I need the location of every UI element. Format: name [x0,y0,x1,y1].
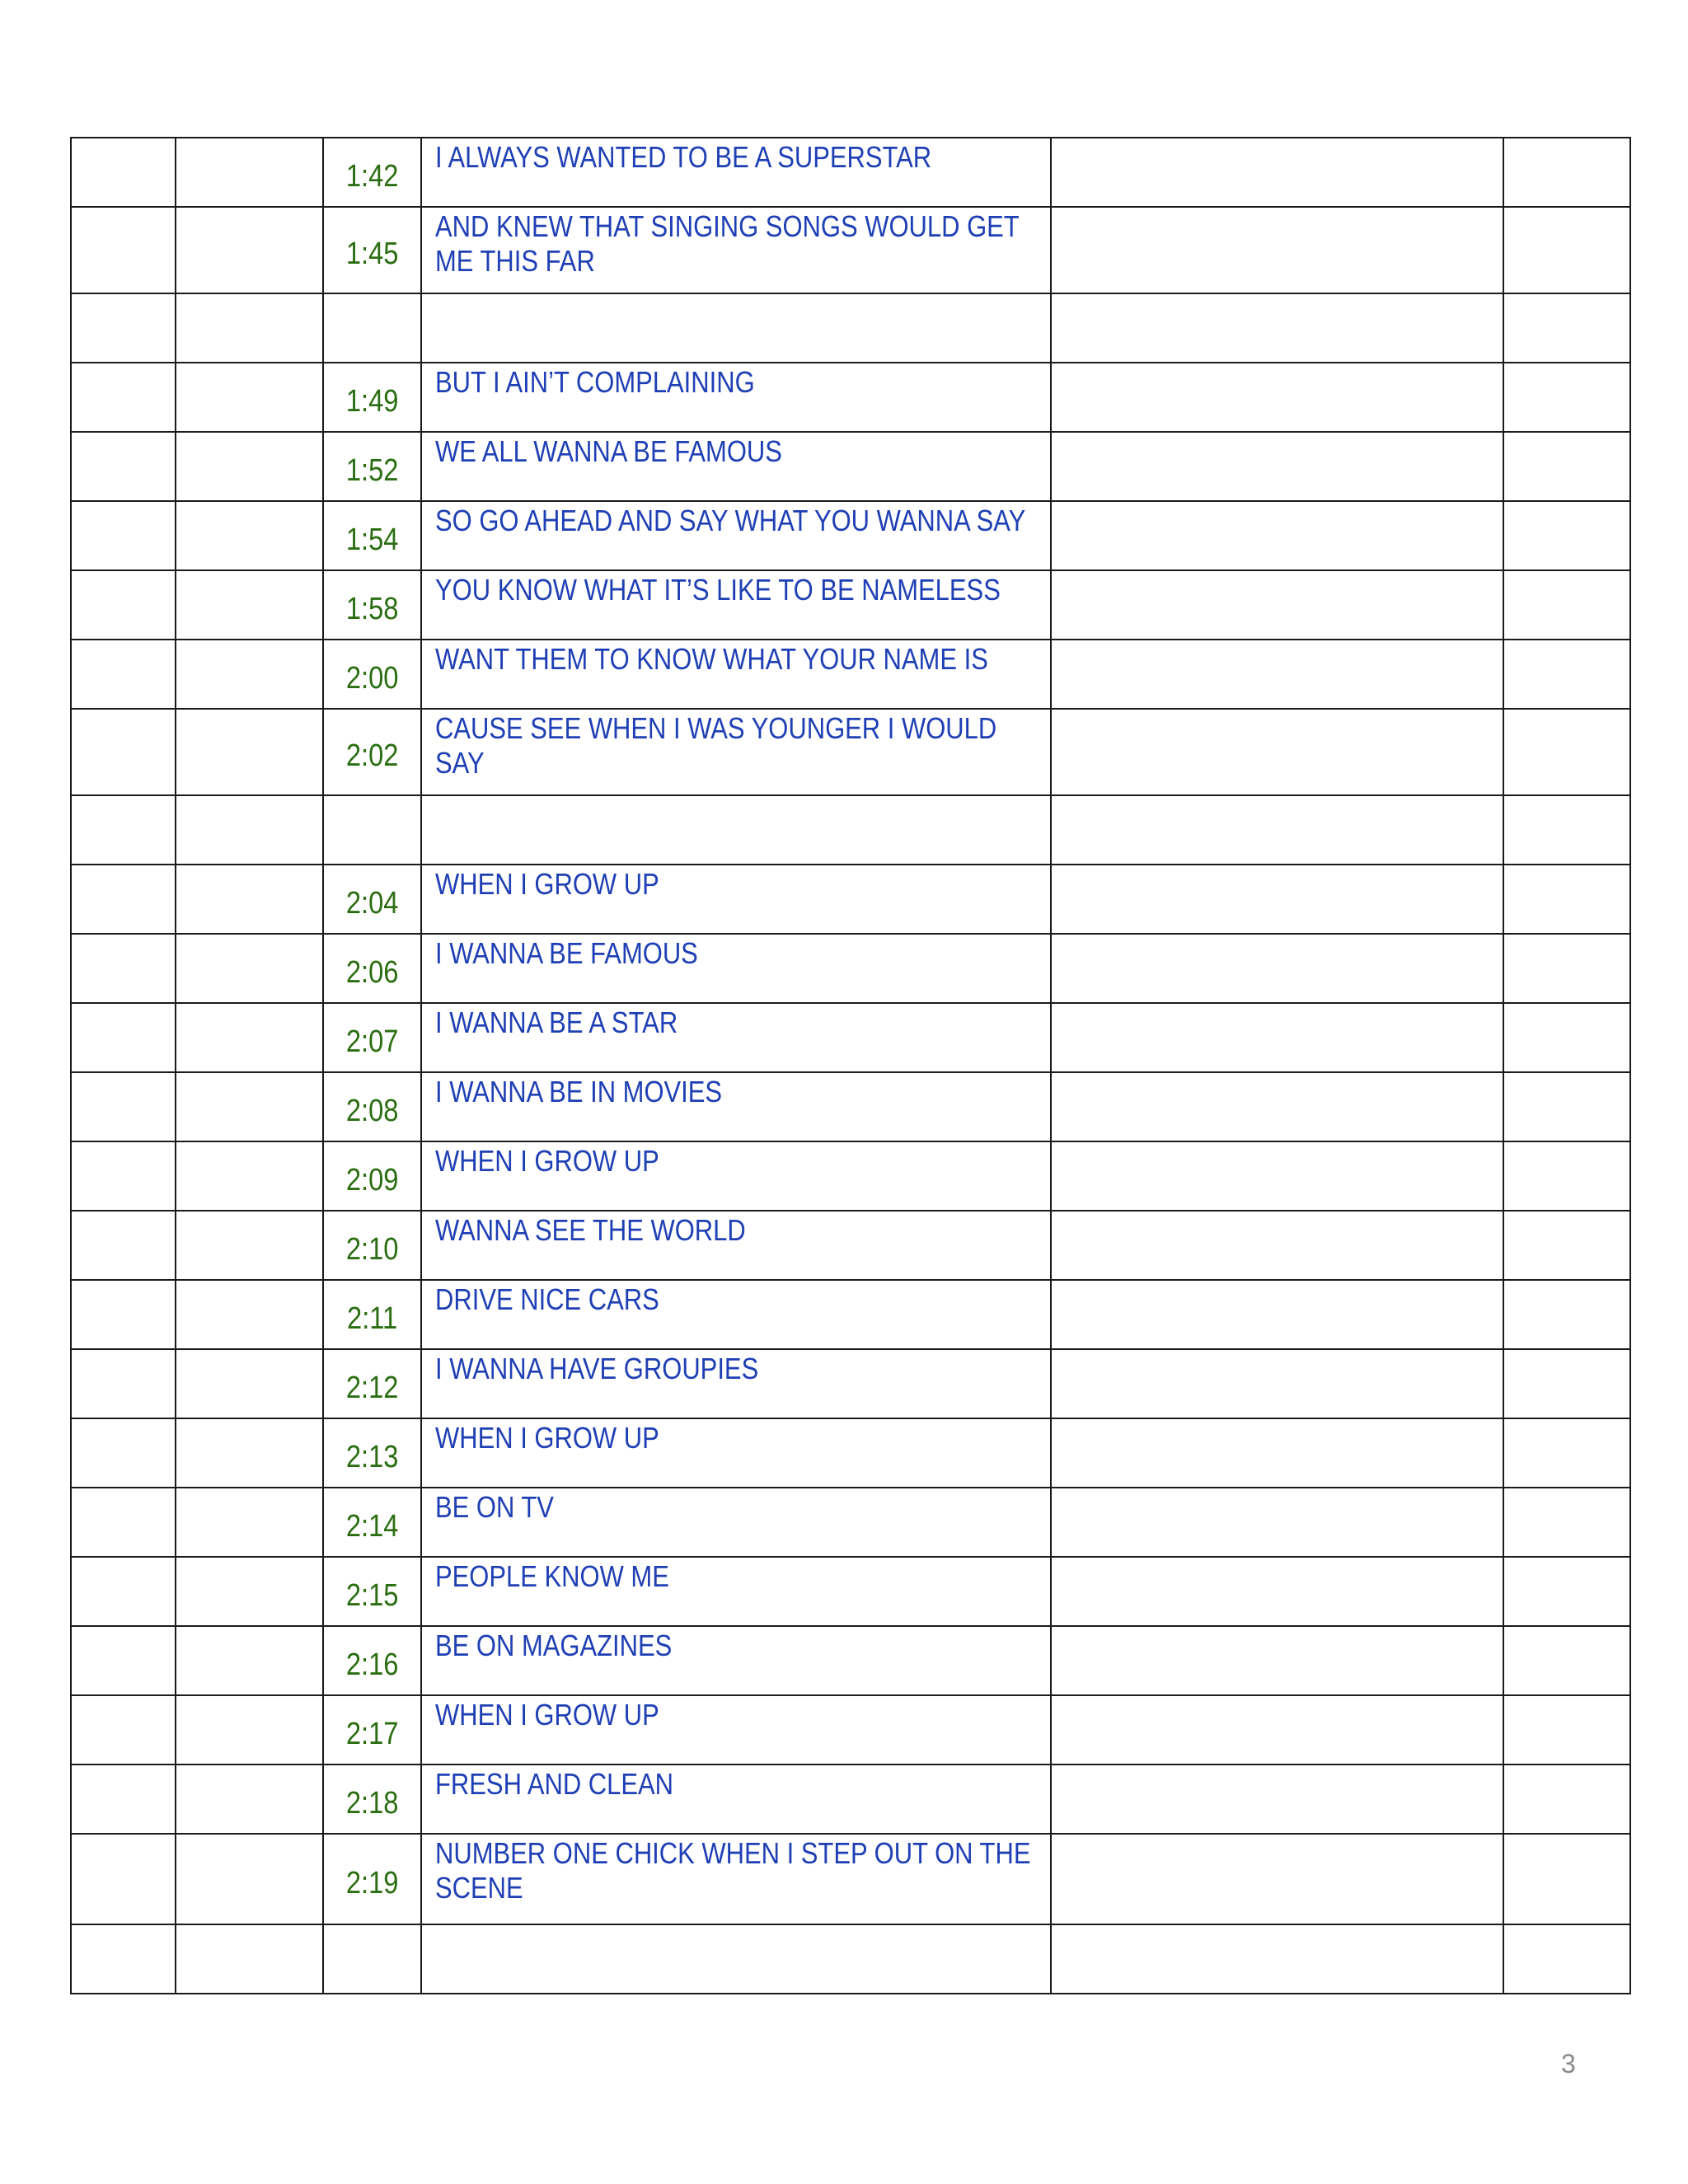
table-row [71,1349,1630,1418]
timestamp [331,1955,414,1963]
lyric-line: NUMBER ONE CHICK WHEN I STEP OUT ON THE SCENE [434,1836,1031,1905]
empty-cell [71,1834,176,1924]
empty-cell [176,709,322,795]
lyric-line: I ALWAYS WANTED TO BE A SUPERSTAR [434,140,932,174]
lyric-line: WANNA SEE THE WORLD [434,1213,746,1247]
lyric-cell [421,1141,1051,1211]
empty-cell [1051,1695,1503,1765]
empty-cell [176,1557,322,1626]
lyric-cell [421,1626,1051,1695]
empty-cell [1503,795,1630,865]
empty-cell [1503,1280,1630,1349]
table-row [71,1418,1630,1488]
empty-cell [1503,1141,1630,1211]
timestamp-cell [323,570,421,640]
empty-cell [1503,1003,1630,1072]
timestamp: 2:14 [345,1508,399,1544]
timestamp-cell [323,1349,421,1418]
lyric-line: DRIVE NICE CARS [434,1282,659,1316]
empty-cell [71,293,176,363]
timestamp-cell [323,1488,421,1557]
timestamp-cell [323,138,421,207]
table-row [71,1072,1630,1141]
lyric-line: WANT THEM TO KNOW WHAT YOUR NAME IS [434,642,988,676]
empty-cell [1051,501,1503,570]
empty-cell [176,1488,322,1557]
empty-cell [1503,1072,1630,1141]
table-row [71,1557,1630,1626]
empty-cell [1051,1924,1503,1994]
empty-cell [1051,1003,1503,1072]
timestamp-cell [323,363,421,432]
empty-cell [1503,640,1630,709]
table-row [71,1834,1630,1924]
lyric-line: WHEN I GROW UP [434,867,659,901]
lyric-cell [421,709,1051,795]
empty-cell [71,1765,176,1834]
empty-cell [1503,1695,1630,1765]
timestamp: 1:54 [345,522,399,557]
empty-cell [71,934,176,1003]
empty-cell [1051,1141,1503,1211]
timestamp: 2:19 [345,1865,399,1900]
empty-cell [1051,1626,1503,1695]
timestamp: 2:12 [345,1370,399,1405]
empty-cell [71,138,176,207]
empty-cell [71,1141,176,1211]
empty-cell [176,640,322,709]
lyric-line: FRESH AND CLEAN [434,1767,673,1801]
lyric-cell [421,1003,1051,1072]
empty-cell [176,501,322,570]
lyric-cell [421,795,1051,865]
timestamp: 2:16 [345,1647,399,1682]
empty-cell [1051,570,1503,640]
empty-cell [176,1072,322,1141]
empty-cell [1051,1834,1503,1924]
timestamp: 1:49 [345,383,399,419]
empty-cell [1051,363,1503,432]
timestamp: 1:58 [345,591,399,626]
empty-cell [1503,934,1630,1003]
timestamp-cell [323,1695,421,1765]
empty-cell [1503,1557,1630,1626]
empty-cell [71,1003,176,1072]
table-row [71,432,1630,501]
lyric-line: CAUSE SEE WHEN I WAS YOUNGER I WOULD SAY [434,711,997,780]
empty-cell [1051,1349,1503,1418]
lyric-line: I WANNA BE IN MOVIES [434,1075,722,1108]
empty-cell [1503,1626,1630,1695]
empty-cell [176,432,322,501]
timestamp-cell [323,709,421,795]
empty-cell [176,363,322,432]
empty-cell [71,1488,176,1557]
table-row [71,709,1630,795]
timestamp: 1:42 [345,158,399,194]
empty-cell [176,138,322,207]
empty-cell [71,1924,176,1994]
lyric-line: I WANNA HAVE GROUPIES [434,1352,759,1385]
timestamp-cell [323,1834,421,1924]
timestamp: 2:08 [345,1093,399,1128]
timestamp [331,826,414,834]
empty-cell [1503,138,1630,207]
empty-cell [71,501,176,570]
empty-cell [1051,795,1503,865]
lyric-cell [421,1557,1051,1626]
lyric-cell [421,1349,1051,1418]
empty-cell [71,1072,176,1141]
empty-cell [1051,709,1503,795]
empty-cell [1051,934,1503,1003]
empty-cell [71,709,176,795]
timestamp-cell [323,432,421,501]
empty-cell [71,865,176,934]
empty-cell [1503,1765,1630,1834]
lyric-cell [421,1072,1051,1141]
empty-cell [176,1280,322,1349]
table-row [71,865,1630,934]
empty-cell [1503,432,1630,501]
empty-cell [1503,709,1630,795]
empty-cell [71,1349,176,1418]
table-row [71,207,1630,293]
lyric-line: I WANNA BE A STAR [434,1005,678,1039]
empty-cell [1051,1765,1503,1834]
lyric-line: WE ALL WANNA BE FAMOUS [434,434,782,468]
table-row [71,1280,1630,1349]
timestamp-cell [323,293,421,363]
timestamp: 2:04 [345,885,399,921]
lyric-line: BE ON TV [434,1490,554,1524]
empty-cell [71,1280,176,1349]
lyric-line: WHEN I GROW UP [434,1421,659,1455]
lyric-line: AND KNEW THAT SINGING SONGS WOULD GET ME THIS FAR [434,209,1020,278]
table-row [71,501,1630,570]
empty-cell [176,570,322,640]
table-row [71,1626,1630,1695]
empty-cell [71,1211,176,1280]
timestamp-cell [323,1418,421,1488]
empty-cell [1051,1557,1503,1626]
empty-cell [1503,1834,1630,1924]
empty-cell [71,640,176,709]
empty-cell [1051,1280,1503,1349]
table-row [71,1488,1630,1557]
empty-cell [1503,1488,1630,1557]
timestamp-cell [323,865,421,934]
empty-cell [176,1626,322,1695]
table-row [71,1695,1630,1765]
timestamp-cell [323,1557,421,1626]
timestamp-cell [323,1141,421,1211]
lyric-line: PEOPLE KNOW ME [434,1559,669,1593]
timestamp-cell [323,795,421,865]
empty-cell [176,293,322,363]
lyric-line: BE ON MAGAZINES [434,1629,673,1662]
lyric-cell [421,363,1051,432]
lyric-line: BUT I AIN’T COMPLAINING [434,365,755,399]
timestamp: 1:52 [345,452,399,488]
table-row [71,1924,1630,1994]
empty-cell [1051,1418,1503,1488]
timestamp: 2:02 [345,738,399,773]
empty-cell [1503,501,1630,570]
empty-cell [176,1924,322,1994]
lyric-cell [421,293,1051,363]
lyrics-table [70,137,1631,1994]
empty-cell [71,1695,176,1765]
lyric-cell [421,865,1051,934]
empty-cell [176,1834,322,1924]
lyric-cell [421,432,1051,501]
empty-cell [71,207,176,293]
lyric-cell [421,138,1051,207]
empty-cell [176,865,322,934]
timestamp: 2:13 [345,1439,399,1474]
table-row [71,1765,1630,1834]
lyric-cell [421,1765,1051,1834]
empty-cell [176,795,322,865]
lyric-cell [421,1488,1051,1557]
timestamp-cell [323,1765,421,1834]
empty-cell [1503,570,1630,640]
table-row [71,1141,1630,1211]
timestamp-cell [323,934,421,1003]
empty-cell [71,1418,176,1488]
table-row [71,1211,1630,1280]
table-row [71,934,1630,1003]
lyric-cell [421,1695,1051,1765]
empty-cell [1051,1072,1503,1141]
empty-cell [176,1211,322,1280]
empty-cell [1503,207,1630,293]
empty-cell [1051,640,1503,709]
timestamp-cell [323,1626,421,1695]
lyric-cell [421,640,1051,709]
empty-cell [1051,1211,1503,1280]
table-row [71,640,1630,709]
timestamp: 2:09 [345,1162,399,1197]
empty-cell [71,1626,176,1695]
lyric-line: I WANNA BE FAMOUS [434,936,698,970]
empty-cell [176,1349,322,1418]
empty-cell [71,432,176,501]
timestamp-cell [323,1211,421,1280]
empty-cell [1051,1488,1503,1557]
empty-cell [71,1557,176,1626]
lyric-cell [421,1211,1051,1280]
empty-cell [71,570,176,640]
empty-cell [1503,1924,1630,1994]
timestamp-cell [323,1280,421,1349]
empty-cell [1503,865,1630,934]
lyric-cell [421,1834,1051,1924]
empty-cell [1051,138,1503,207]
lyric-line: WHEN I GROW UP [434,1698,659,1732]
timestamp: 2:18 [345,1785,399,1821]
empty-cell [1051,865,1503,934]
timestamp-cell [323,640,421,709]
timestamp: 2:11 [346,1301,397,1336]
timestamp-cell [323,1924,421,1994]
table-body [71,138,1630,1994]
lyric-line: WHEN I GROW UP [434,1144,659,1178]
timestamp: 1:45 [345,237,399,271]
lyric-cell [421,570,1051,640]
table-row [71,293,1630,363]
empty-cell [1503,1418,1630,1488]
lyric-cell [421,1924,1051,1994]
table-row [71,363,1630,432]
empty-cell [176,934,322,1003]
lyric-cell [421,501,1051,570]
empty-cell [71,795,176,865]
table-row [71,138,1630,207]
page-number: 3 [1561,2049,1576,2079]
empty-cell [176,207,322,293]
lyric-line: SO GO AHEAD AND SAY WHAT YOU WANNA SAY [434,504,1026,537]
lyric-cell [421,1418,1051,1488]
timestamp: 2:07 [345,1024,399,1059]
timestamp: 2:00 [345,660,399,696]
table-row [71,570,1630,640]
empty-cell [176,1003,322,1072]
empty-cell [1503,293,1630,363]
lyric-line: YOU KNOW WHAT IT’S LIKE TO BE NAMELESS [434,573,1001,607]
timestamp: 2:10 [345,1231,399,1267]
timestamp-cell [323,207,421,293]
timestamp-cell [323,1003,421,1072]
lyric-cell [421,1280,1051,1349]
empty-cell [176,1765,322,1834]
lyric-cell [421,934,1051,1003]
empty-cell [1051,293,1503,363]
timestamp: 2:06 [345,954,399,990]
empty-cell [1051,207,1503,293]
empty-cell [176,1418,322,1488]
timestamp [331,324,414,332]
empty-cell [1503,1211,1630,1280]
lyric-cell [421,207,1051,293]
empty-cell [176,1695,322,1765]
empty-cell [1503,1349,1630,1418]
timestamp: 2:17 [345,1716,399,1751]
table-row [71,795,1630,865]
timestamp-cell [323,1072,421,1141]
table-row [71,1003,1630,1072]
empty-cell [176,1141,322,1211]
empty-cell [1503,363,1630,432]
empty-cell [1051,432,1503,501]
timestamp-cell [323,501,421,570]
timestamp: 2:15 [345,1577,399,1613]
empty-cell [71,363,176,432]
